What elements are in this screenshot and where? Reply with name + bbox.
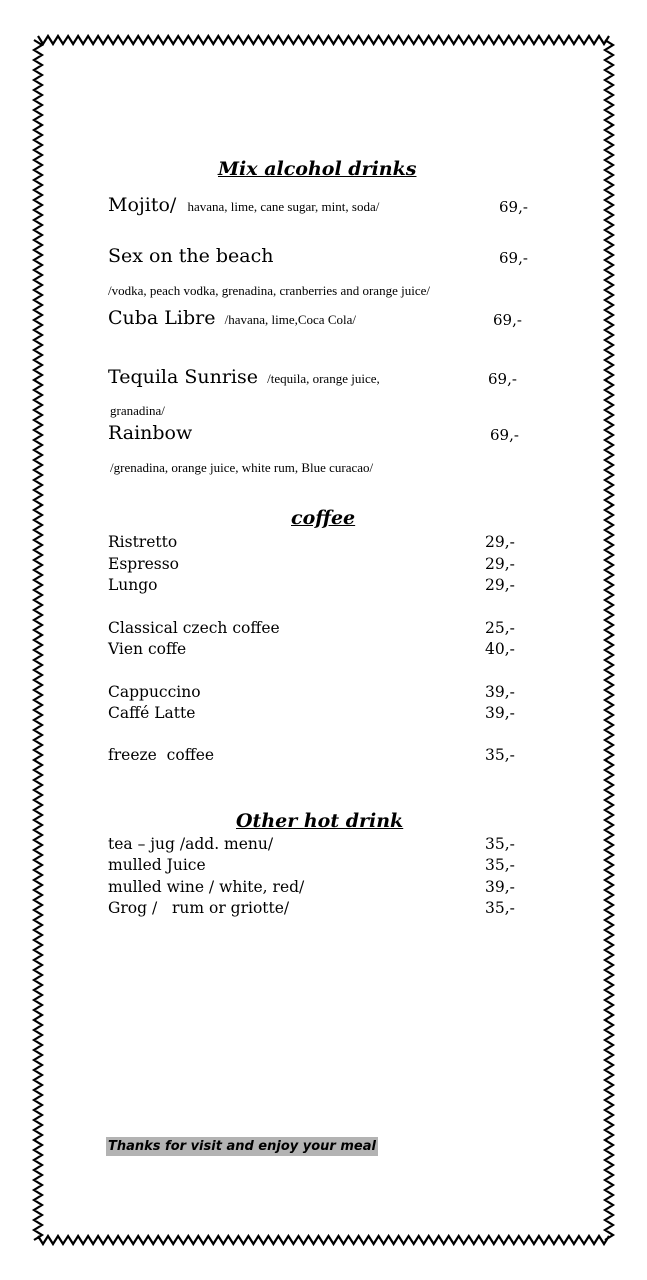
item-name: Mojito/ (108, 194, 177, 216)
item-name: Tequila Sunrise (108, 366, 259, 388)
menu-item: Lungo (108, 576, 158, 594)
menu-item: Caffé Latte (108, 704, 196, 722)
section-title-coffee: coffee (291, 507, 356, 529)
menu-item: Cappuccino (108, 683, 201, 701)
item-description: /grenadina, orange juice, white rum, Blue curacao/ (110, 460, 374, 475)
section-title-other-hot-drink: Other hot drink (236, 810, 404, 832)
item-price: 69,- (490, 426, 519, 444)
menu-item-cuba-libre (108, 307, 356, 329)
item-description-continued: granadina/ (110, 403, 165, 418)
item-price: 35,- (485, 746, 515, 764)
item-description: /tequila, orange juice, (267, 371, 380, 386)
item-price: 35,- (485, 899, 515, 917)
menu-item: mulled wine / white, red/ (108, 878, 305, 896)
menu-item: Ristretto (108, 533, 178, 551)
item-price: 39,- (485, 878, 515, 896)
item-price: 40,- (485, 640, 515, 658)
item-name: Cuba Libre (108, 307, 216, 329)
item-description: /havana, lime,Coca Cola/ (224, 312, 356, 327)
menu-item: Espresso (108, 555, 180, 573)
menu-item: Classical czech coffee (108, 619, 280, 637)
menu-item: freeze coffee (108, 746, 215, 764)
menu-item-rainbow: Rainbow (108, 422, 193, 444)
menu-item: Vien coffe (108, 640, 187, 658)
menu-item: Grog / rum or griotte/ (108, 899, 290, 917)
section-title-mix-alcohol-drinks: Mix alcohol drinks (218, 158, 417, 180)
menu-item: mulled Juice (108, 856, 206, 874)
footer-thanks-note: Thanks for visit and enjoy your meal (108, 1139, 376, 1154)
menu-item-sex-on-the-beach: Sex on the beach (108, 245, 274, 267)
item-price: 35,- (485, 835, 515, 853)
item-price: 39,- (485, 683, 515, 701)
item-price: 29,- (485, 555, 515, 573)
item-description: /vodka, peach vodka, grenadina, cranberries and orange juice/ (108, 283, 430, 298)
item-price: 69,- (493, 311, 522, 329)
item-description: havana, lime, cane sugar, mint, soda/ (187, 199, 380, 214)
menu-item: tea – jug /add. menu/ (108, 835, 274, 853)
item-price: 69,- (499, 249, 528, 267)
item-price: 35,- (485, 856, 515, 874)
menu-item-tequila-sunrise (108, 366, 380, 388)
item-price: 29,- (485, 533, 515, 551)
item-price: 25,- (485, 619, 515, 637)
item-price: 69,- (499, 198, 528, 216)
item-price: 29,- (485, 576, 515, 594)
item-price: 39,- (485, 704, 515, 722)
menu-item-mojito (108, 194, 379, 216)
item-price: 69,- (488, 370, 517, 388)
